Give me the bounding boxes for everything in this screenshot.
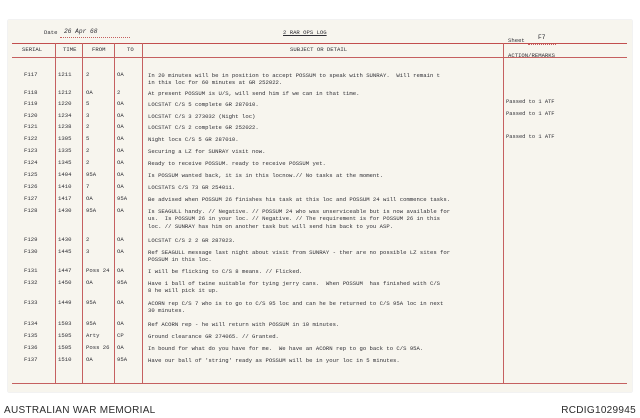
row-detail-line: POSSUM in this loc.: [148, 256, 212, 264]
row-from: 2: [86, 159, 90, 166]
row-to: OA: [117, 71, 124, 78]
row-detail-line: Is SEAGULL handy. // Negative. // POSSUM 24 who was unserviceable but is now available for: [148, 208, 451, 215]
sheet-label: Sheet: [508, 37, 525, 44]
col-subject: SUBJECT OR DETAIL: [290, 46, 348, 53]
row-action-remark: Passed to 1 ATF: [506, 110, 555, 117]
row-to: OA: [117, 344, 124, 351]
row-time: 1212: [58, 89, 72, 96]
row-serial: F119: [24, 100, 38, 107]
row-serial: F134: [24, 320, 38, 327]
row-from: 2: [86, 71, 90, 78]
row-to: 95A: [117, 195, 128, 202]
row-from: OA: [86, 356, 93, 363]
row-serial: F121: [24, 123, 38, 130]
row-detail-line: Ref ACORN rep - he will return with POSSUM in 10 minutes.: [148, 321, 340, 328]
row-detail-line: In bound for what do you have for me. We have an ACORN rep to go back to C/S 95A.: [148, 345, 424, 352]
row-detail-line: loc. // SUNRAY has him on another task but will send him back to you ASP.: [148, 222, 394, 230]
row-to: OA: [117, 135, 124, 142]
row-to: OA: [117, 207, 124, 214]
row-serial: F136: [24, 344, 38, 351]
row-time: 1449: [58, 299, 72, 306]
row-serial: F117: [24, 71, 38, 78]
footer-institution: AUSTRALIAN WAR MEMORIAL: [4, 405, 156, 416]
row-serial: F129: [24, 236, 38, 243]
row-detail-line: LOCSTAT C/S 2 complete GR 252022.: [148, 124, 259, 131]
row-action-remark: Passed to 1 ATF: [506, 98, 555, 105]
row-detail-line: LOCSTAT C/S 5 complete GR 287010.: [148, 101, 259, 108]
sheet-underline: [528, 44, 556, 45]
row-to: OA: [117, 123, 124, 130]
row-detail-line: in this loc for 60 minutes at GR 252022.: [148, 79, 283, 87]
col-divider-serial: [55, 43, 56, 383]
row-time: 1211: [58, 71, 72, 78]
row-detail-line: I will be flicking to C/S 8 means. // Flicked.: [148, 268, 303, 275]
row-detail-line: ACORN rep C/S 7 who is to go to C/S 95 loc and can he be returned to C/S 95A loc in next: [148, 300, 444, 307]
row-from: OA: [86, 279, 93, 286]
row-to: CP: [117, 332, 124, 339]
table-bottom-rule: [12, 383, 627, 384]
row-to: OA: [117, 236, 124, 243]
row-detail-line: Ref SEAGULL message last night about visit from SUNRAY - ther are no possible LZ sites for: [148, 249, 451, 256]
row-detail-line: At present POSSUM is U/S, will send him if we can in that time.: [148, 90, 360, 97]
col-from: FROM: [92, 46, 106, 53]
row-time: 1410: [58, 183, 72, 190]
header-rule: [12, 57, 627, 58]
row-to: 95A: [117, 356, 128, 363]
row-time: 1417: [58, 195, 72, 202]
row-to: OA: [117, 171, 124, 178]
row-detail-line: Securing a LZ for SUNRAY visit now.: [148, 148, 266, 155]
row-detail-line: Ground clearance GR 274065. // Granted.: [148, 333, 279, 340]
row-serial: F127: [24, 195, 38, 202]
row-detail-line: us. Is POSSUM 26 in your loc. // Negative. // The requirement is for POSSUM 26 in this: [148, 215, 441, 223]
row-serial: F125: [24, 171, 38, 178]
row-detail-line: Ready to receive POSSUM. ready to receive POSSUM yet.: [148, 160, 326, 167]
row-from: Arty: [86, 332, 100, 339]
row-serial: F131: [24, 267, 38, 274]
row-serial: F137: [24, 356, 38, 363]
row-from: 2: [86, 147, 90, 154]
row-time: 1445: [58, 248, 72, 255]
log-title: 2 RAR OPS LOG: [283, 29, 327, 36]
row-serial: F133: [24, 299, 38, 306]
col-divider-to: [142, 43, 143, 383]
row-to: OA: [117, 112, 124, 119]
row-to: OA: [117, 100, 124, 107]
row-detail-line: Night locs C/S 5 GR 287010.: [148, 136, 239, 143]
row-to: OA: [117, 248, 124, 255]
col-time: TIME: [63, 46, 77, 53]
row-from: 2: [86, 236, 90, 243]
row-time: 1450: [58, 279, 72, 286]
row-time: 1220: [58, 100, 72, 107]
row-serial: F126: [24, 183, 38, 190]
col-action: ACTION/REMARKS: [508, 52, 555, 59]
row-from: 3: [86, 112, 90, 119]
row-time: 1404: [58, 171, 72, 178]
row-to: OA: [117, 267, 124, 274]
row-time: 1430: [58, 207, 72, 214]
row-detail-line: LOCSTATS C/S 73 GR 254011.: [148, 184, 236, 191]
row-time: 1335: [58, 147, 72, 154]
sheet-value: F7: [538, 34, 546, 41]
row-action-remark: Passed to 1 ATF: [506, 133, 555, 140]
row-detail-line: LOCSTAT C/S 2 2 GR 287023.: [148, 237, 236, 244]
row-from: 5: [86, 100, 90, 107]
row-serial: F135: [24, 332, 38, 339]
row-from: 95A: [86, 171, 97, 178]
row-from: 95A: [86, 207, 97, 214]
row-detail-line: Have our ball of 'string' ready as POSSUM will be in your loc in 5 minutes.: [148, 357, 400, 364]
row-time: 1430: [58, 236, 72, 243]
row-to: OA: [117, 183, 124, 190]
row-to: OA: [117, 159, 124, 166]
row-serial: F124: [24, 159, 38, 166]
row-detail-line: In 20 minutes will be in position to accept POSSUM to speak with SUNRAY. Will remain t: [148, 72, 441, 79]
row-time: 1503: [58, 320, 72, 327]
row-to: 2: [117, 89, 121, 96]
row-time: 1447: [58, 267, 72, 274]
row-from: 95A: [86, 320, 97, 327]
col-divider-from: [114, 43, 115, 383]
row-from: OA: [86, 195, 93, 202]
row-detail-line: Is POSSUM wanted back, it is in this locnow.// No tasks at the moment.: [148, 172, 383, 179]
date-label: Date: [44, 29, 58, 36]
row-to: OA: [117, 320, 124, 327]
row-time: 1505: [58, 332, 72, 339]
row-serial: F122: [24, 135, 38, 142]
col-to: TO: [127, 46, 134, 53]
row-time: 1234: [58, 112, 72, 119]
row-detail-line: Be advised when POSSUM 26 finishes his task at this loc and POSSUM 24 will commence tasks.: [148, 196, 451, 203]
row-to: 95A: [117, 279, 128, 286]
row-from: 2: [86, 123, 90, 130]
row-from: 7: [86, 183, 90, 190]
row-serial: F120: [24, 112, 38, 119]
row-time: 1238: [58, 123, 72, 130]
row-time: 1510: [58, 356, 72, 363]
row-to: OA: [117, 147, 124, 154]
row-from: Poss 26: [86, 344, 110, 351]
row-detail-line: Have 1 ball of twine suitable for tying jerry cans. When POSSUM has finished with C/S: [148, 280, 441, 287]
date-underline: [60, 37, 130, 38]
row-time: 1505: [58, 344, 72, 351]
footer-record-id: RCDIG1029945: [561, 405, 636, 416]
table-top-rule: [12, 43, 627, 44]
row-detail-line: LOCSTAT C/S 3 273032 (Night loc): [148, 113, 256, 120]
row-detail-line: 8 he will pick it up.: [148, 287, 219, 295]
row-from: 95A: [86, 299, 97, 306]
row-from: Poss 24: [86, 267, 110, 274]
row-time: 1345: [58, 159, 72, 166]
row-time: 1305: [58, 135, 72, 142]
row-serial: F118: [24, 89, 38, 96]
row-from: OA: [86, 89, 93, 96]
col-divider-action: [503, 43, 504, 383]
col-divider-time: [82, 43, 83, 383]
col-serial: SERIAL: [22, 46, 43, 53]
date-value: 26 Apr 68: [64, 28, 98, 35]
row-from: 3: [86, 248, 90, 255]
row-serial: F128: [24, 207, 38, 214]
row-from: 5: [86, 135, 90, 142]
row-to: OA: [117, 299, 124, 306]
row-serial: F123: [24, 147, 38, 154]
row-serial: F130: [24, 248, 38, 255]
row-detail-line: 30 minutes.: [148, 307, 185, 315]
row-serial: F132: [24, 279, 38, 286]
